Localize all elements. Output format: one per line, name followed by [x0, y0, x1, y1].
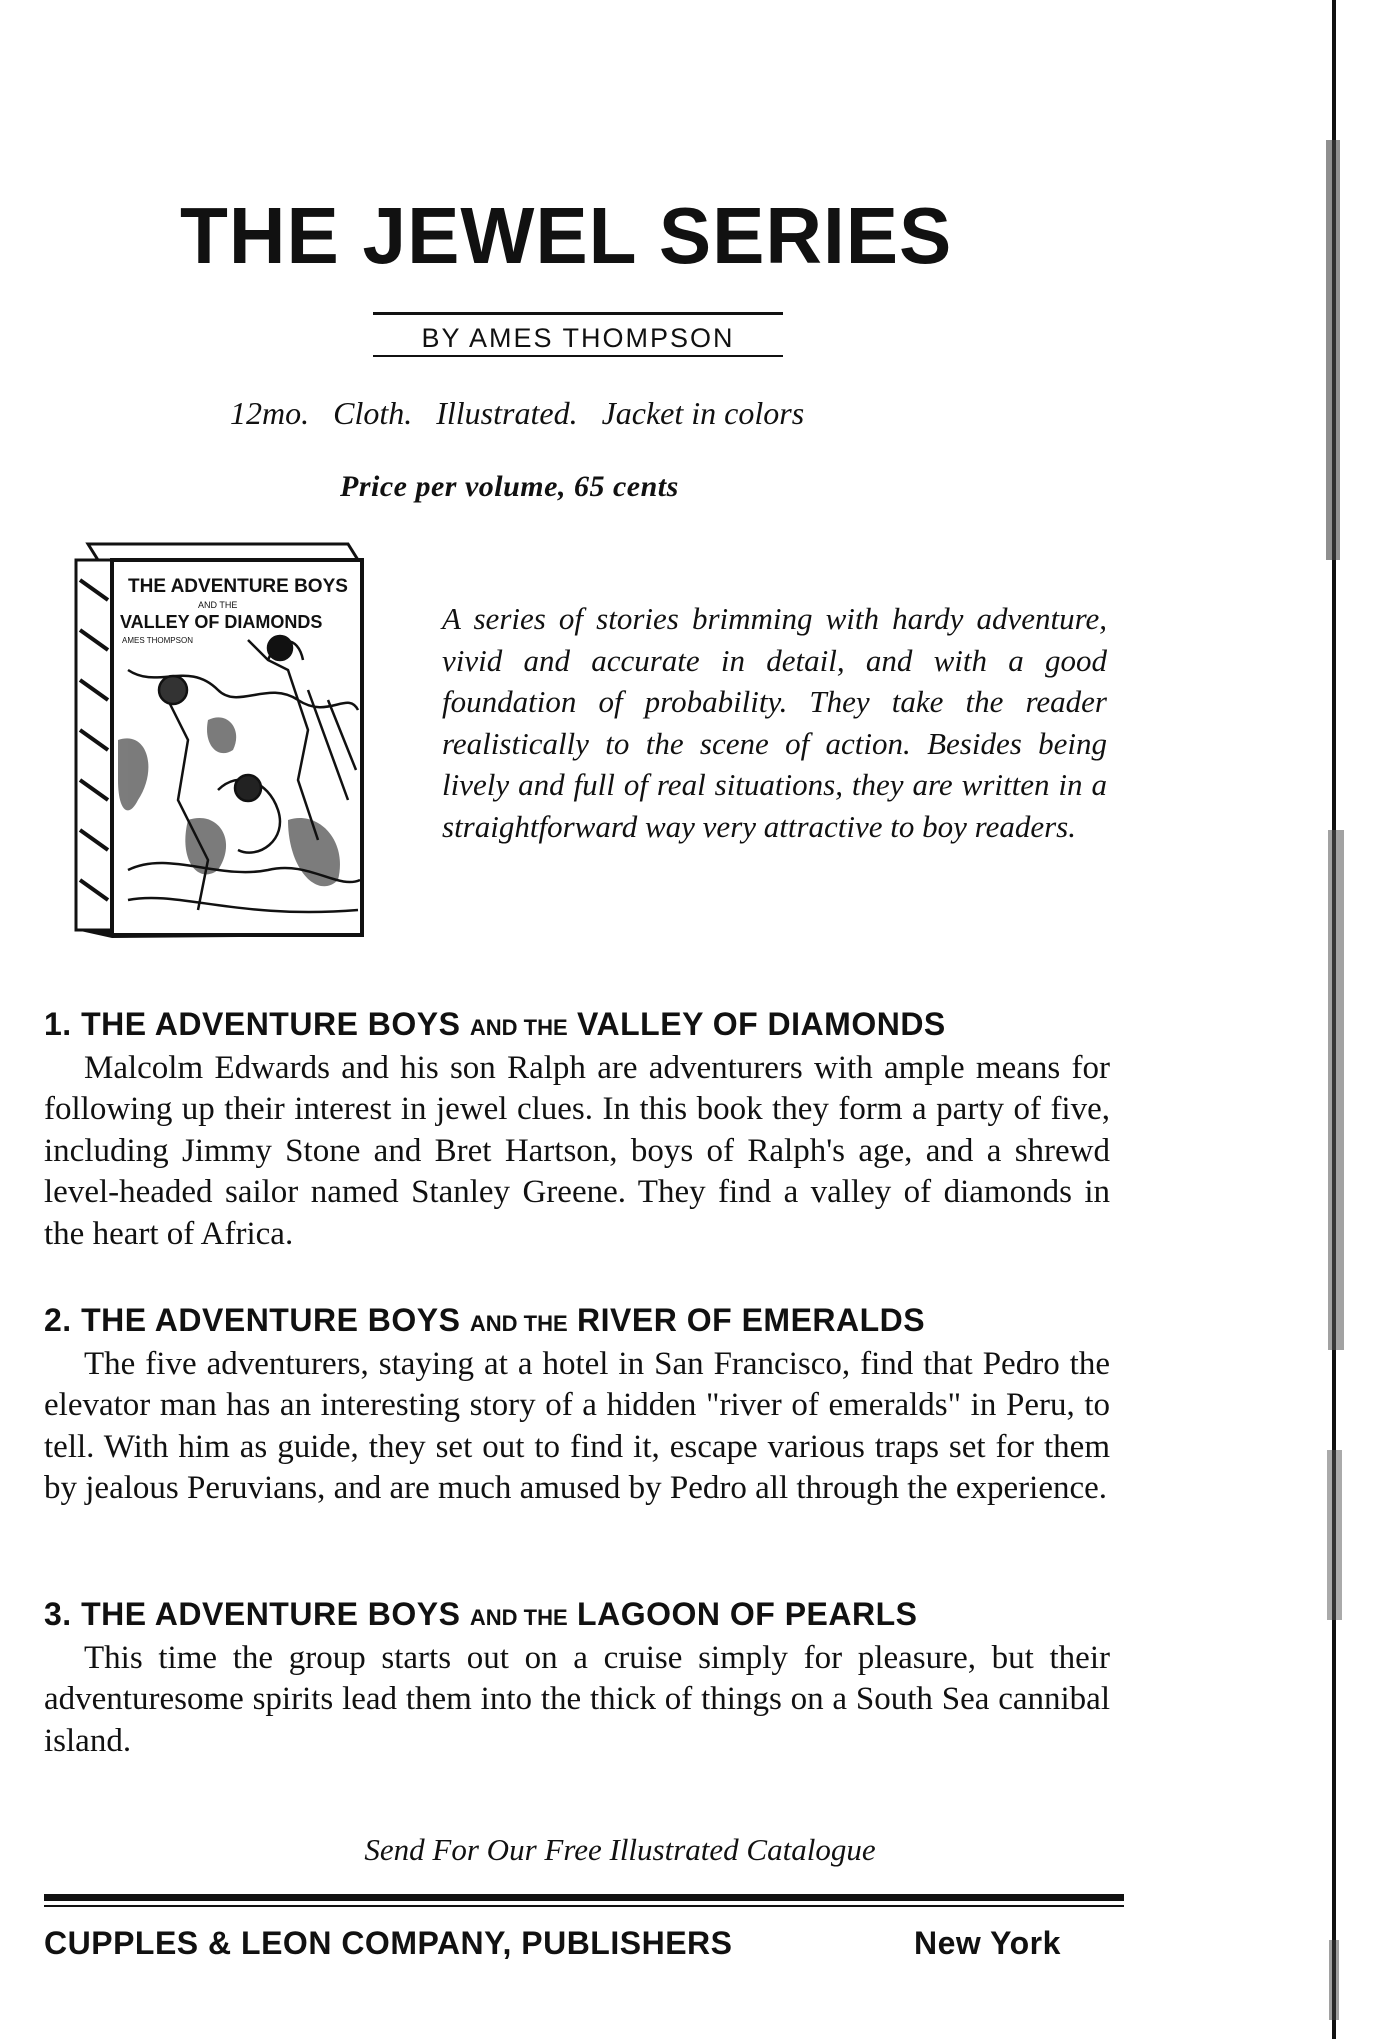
author-byline: BY AMES THOMPSON [373, 312, 783, 357]
book-entry-heading [44, 1300, 1110, 1344]
format-binding: Cloth. [333, 395, 413, 431]
book-number: 3. [44, 1596, 72, 1632]
book-subtitle: RIVER OF EMERALDS [577, 1302, 926, 1338]
footer-rule-thin [44, 1905, 1124, 1907]
book-description: The five adventurers, staying at a hotel in San Francisco, find that Pedro the elevator man has an interesting story of a hidden "river of emeralds" in Peru, to tell. With him as guide, they set out to find it, escape various traps set for them by jealous Peruvians, and are much amused by Pedro all through the experience. [44, 1346, 1110, 1507]
cover-title-line2: AND THE [198, 600, 238, 610]
publisher-line [44, 1925, 1124, 1962]
cover-title-line3: VALLEY OF DIAMONDS [120, 612, 323, 632]
book-joiner: AND THE [469, 1605, 568, 1630]
price-line: Price per volume, 65 cents [340, 470, 679, 503]
book-series-name: THE ADVENTURE BOYS [81, 1302, 461, 1338]
book-subtitle: VALLEY OF DIAMONDS [577, 1006, 946, 1042]
book-number: 1. [44, 1006, 72, 1042]
book-series-name: THE ADVENTURE BOYS [81, 1006, 461, 1042]
format-line [230, 395, 930, 432]
format-size: 12mo. [230, 395, 310, 431]
book-entry-1 [44, 1004, 1110, 1255]
series-description: A series of stories brimming with hardy adventure, vivid and accurate in detail, and with a good foundation of probability. They take the reader realistically to the scene of action. Besides being lively and full of real situations, they are written in a straightforward way very attractive to boy readers. [442, 601, 1107, 844]
book-subtitle: LAGOON OF PEARLS [577, 1596, 918, 1632]
catalogue-notice: Send For Our Free Illustrated Catalogue [364, 1832, 876, 1867]
book-entry-2 [44, 1300, 1110, 1510]
book-entry-heading [44, 1004, 1110, 1048]
cover-author: AMES THOMPSON [122, 636, 193, 645]
format-jacket: Jacket in colors [601, 395, 805, 431]
footer-rule-thick [44, 1894, 1124, 1901]
series-title: THE JEWEL SERIES [180, 191, 953, 280]
book-description: Malcolm Edwards and his son Ralph are adventurers with ample means for following up their interest in jewel clues. In this book they form a party of five, including Jimmy Stone and Bret Hartson, boys of Ralph's age, and a shrewd level-headed sailor named Stanley Greene. They find a valley of diamonds in the heart of Africa. [44, 1050, 1110, 1252]
book-entry-heading [44, 1594, 1110, 1638]
book-series-name: THE ADVENTURE BOYS [81, 1596, 461, 1632]
book-joiner: AND THE [469, 1311, 568, 1336]
book-joiner: AND THE [469, 1015, 568, 1040]
book-entry-3 [44, 1594, 1110, 1762]
book-number: 2. [44, 1302, 72, 1338]
book-description: This time the group starts out on a cruise simply for pleasure, but their adventuresome spirits lead them into the thick of things on a South Sea cannibal island. [44, 1640, 1110, 1759]
book-cover-illustration [68, 540, 378, 940]
scanned-page-edge [1318, 0, 1358, 2039]
publisher-name: CUPPLES & LEON COMPANY, PUBLISHERS [44, 1925, 733, 1961]
cover-title-line1: THE ADVENTURE BOYS [128, 576, 348, 597]
format-illustrated: Illustrated. [436, 395, 578, 431]
publisher-city: New York [914, 1925, 1061, 1961]
